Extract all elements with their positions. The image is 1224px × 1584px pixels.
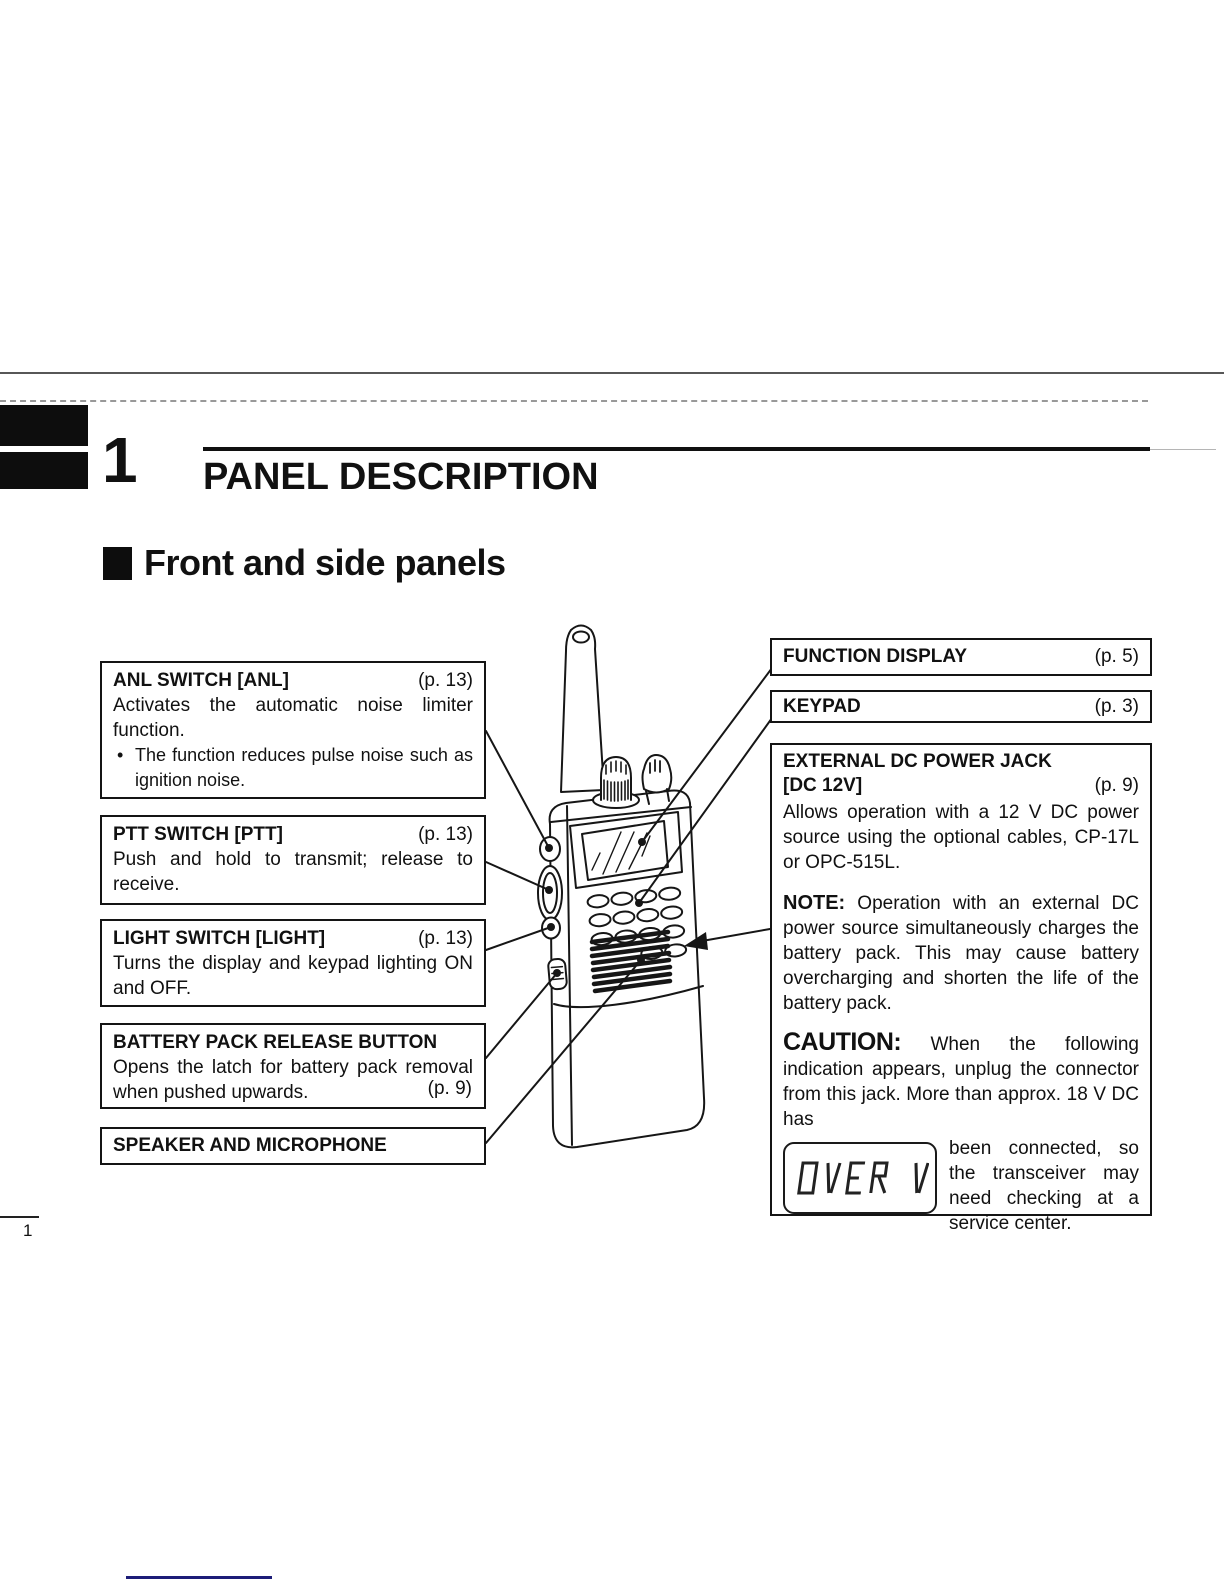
antenna-icon: [561, 626, 604, 793]
box-title: ANL SWITCH [ANL]: [113, 670, 289, 691]
chapter-number: 1: [102, 424, 136, 496]
page-reference: (p. 13): [418, 670, 473, 691]
callout-box-battery-release: [100, 1023, 486, 1109]
box-body: Activates the automatic noise limiter function.: [113, 695, 473, 741]
page-reference: (p. 9): [427, 1078, 472, 1099]
caution-body-wrap: been connected, so the transceiver may need checking at a service center.: [949, 1138, 1139, 1234]
callout-box-speaker-microphone: [100, 1127, 486, 1165]
box-body: Push and hold to transmit; release to receive.: [113, 849, 473, 895]
note-body: Operation with an external DC power source simultaneously charges the battery pack. This may cause battery overcharging and shorten the life of the battery pack.: [783, 893, 1139, 1014]
callout-box-anl-switch: [100, 661, 486, 799]
caution-label: CAUTION:: [783, 1028, 902, 1056]
box-title: PTT SWITCH [PTT]: [113, 824, 283, 845]
caution-paragraph: [783, 1030, 1139, 1132]
lcd-overvoltage-display: [783, 1142, 937, 1214]
callout-line-anl: [486, 731, 549, 848]
box-body: Turns the display and keypad lighting ON and OFF.: [113, 953, 473, 999]
callout-line-dc-jack: [702, 929, 770, 941]
box-body: Allows operation with a 12 V DC power source using the optional cables, CP-17L or OPC-515L.: [783, 802, 1139, 873]
box-bullet: • The function reduces pulse noise such as ignition noise.: [113, 743, 473, 793]
page-title: PANEL DESCRIPTION: [203, 456, 599, 498]
page-reference: (p. 9): [1094, 775, 1139, 796]
box-title: SPEAKER AND MICROPHONE: [113, 1135, 387, 1156]
box-title: LIGHT SWITCH [LIGHT]: [113, 928, 326, 949]
box-body: Opens the latch for battery pack removal when pushed upwards.: [113, 1057, 473, 1103]
section-title: Front and side panels: [144, 542, 506, 583]
page-reference: (p. 13): [418, 824, 473, 845]
callout-line-ptt: [486, 862, 549, 890]
callout-box-keypad: [770, 690, 1152, 723]
note-label: NOTE:: [783, 892, 846, 914]
note-paragraph: [783, 891, 1139, 1016]
page-reference: (p. 13): [418, 928, 473, 949]
box-title: KEYPAD: [783, 695, 861, 717]
box-title-line1: EXTERNAL DC POWER JACK: [783, 751, 1052, 772]
callout-line-battery: [486, 973, 557, 1058]
box-title-line2: [DC 12V]: [783, 775, 863, 796]
callout-box-light-switch: [100, 919, 486, 1007]
callout-box-function-display: [770, 638, 1152, 676]
callout-box-ptt-switch: [100, 815, 486, 905]
seven-segment-over-v-icon: [793, 1153, 929, 1203]
callout-box-dc-power-jack: [770, 743, 1152, 1234]
page-number: 1: [23, 1221, 33, 1240]
box-title: FUNCTION DISPLAY: [783, 646, 968, 667]
caution-body-start: When the following indication appears, unplug the connector from this jack. More than approx. 18 V DC has: [783, 1034, 1139, 1130]
page-reference: (p. 3): [1094, 695, 1139, 717]
callout-line-light: [486, 927, 551, 950]
page-reference: (p. 5): [1094, 646, 1139, 667]
box-title: BATTERY PACK RELEASE BUTTON: [113, 1032, 438, 1053]
